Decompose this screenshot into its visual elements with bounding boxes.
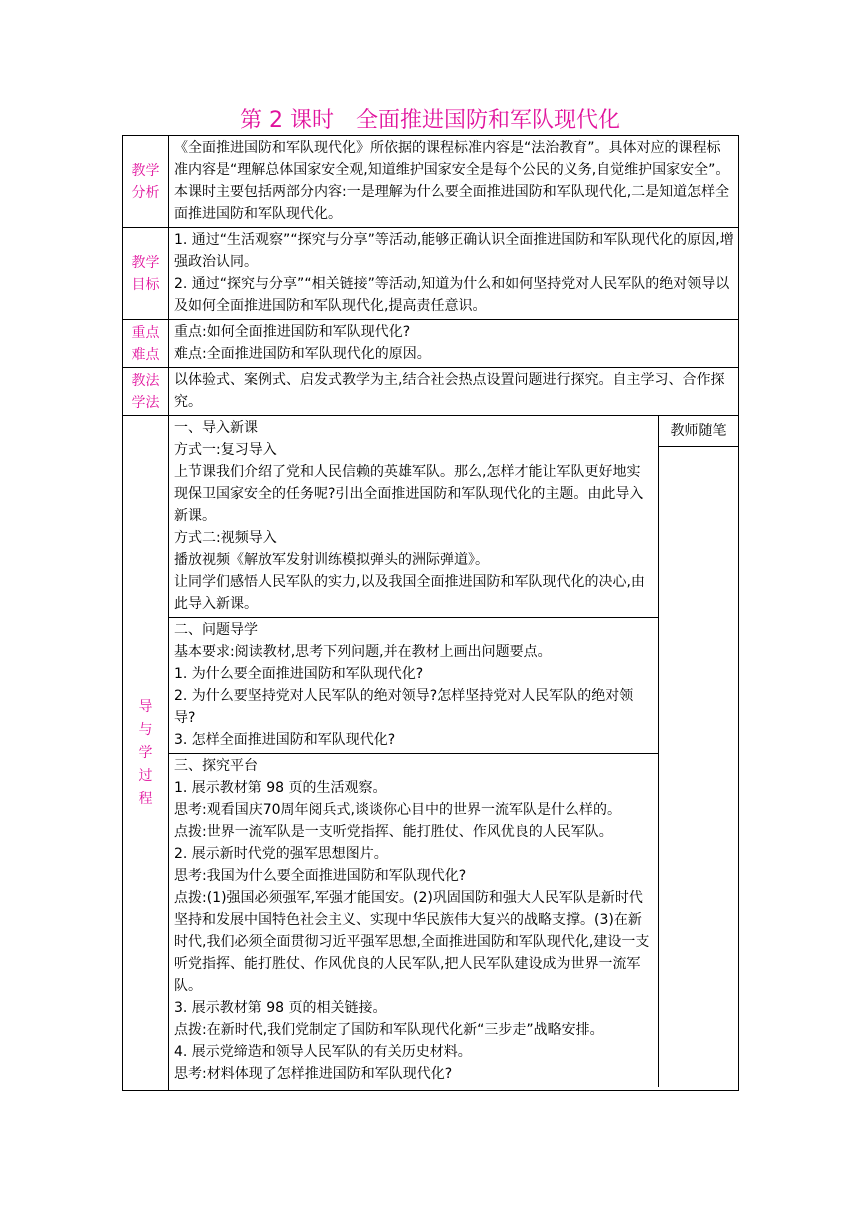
section-line: 2. 为什么要坚持党对人民军队的绝对领导?怎样坚持党对人民军队的绝对领导?: [174, 688, 634, 726]
section-line: 点拨:在新时代,我们党制定了国防和军队现代化新“三步走”战略安排。: [174, 1022, 604, 1038]
row-methods: [123, 368, 739, 416]
section-line: 3. 展示教材第 98 页的相关链接。: [174, 1000, 387, 1016]
label-char: 过: [138, 767, 153, 784]
label-line: 教学: [131, 254, 160, 271]
section-line: 播放视频《解放军发射训练模拟弹头的洲际弹道》。: [174, 552, 489, 568]
section-line: 思考:我国为什么要全面推进国防和军队现代化?: [174, 868, 467, 884]
row-objectives: [123, 228, 739, 320]
section-line: 方式一:复习导入: [174, 442, 277, 458]
difficult-point: 难点:全面推进国防和军队现代化的原因。: [174, 346, 431, 362]
section-line: 方式二:视频导入: [174, 530, 277, 546]
section-line: 基本要求:阅读教材,思考下列问题,并在教材上画出问题要点。: [174, 644, 552, 660]
teacher-notes-header: 教师随笔: [659, 416, 738, 447]
row-analysis: [123, 136, 739, 228]
section-line: 1. 为什么要全面推进国防和军队现代化?: [174, 666, 424, 682]
row-label-analysis: [123, 136, 169, 228]
analysis-text: 《全面推进国防和军队现代化》所依据的课程标准内容是“法治教育”。具体对应的课程标准内容是“理解总体国家安全观,知道维护国家安全是每个公民的义务,自觉维护国家安全”。本课时主要包括两部分内容:一是理解为什么要全面推进国防和军队现代化,二是知道怎样全面推进国防和军队现代化。: [174, 140, 730, 222]
section-heading: 一、导入新课: [174, 420, 258, 436]
section-line: 思考:观看国庆70周年阅兵式,谈谈你心目中的世界一流军队是什么样的。: [174, 802, 621, 818]
label-char: 导: [138, 698, 153, 715]
section-line: 4. 展示党缔造和领导人民军队的有关历史材料。: [174, 1044, 472, 1060]
section-line: 让同学们感悟人民军队的实力,以及我国全面推进国防和军队现代化的决心,由此导入新课。: [174, 574, 645, 612]
label-line: 教法: [131, 372, 160, 389]
row-process: [123, 416, 739, 1091]
methods-text: 以体验式、案例式、启发式教学为主,结合社会热点设置问题进行探究。自主学习、合作探究。: [174, 372, 725, 410]
row-label-objectives: [123, 228, 169, 320]
process-sections: [169, 416, 659, 1090]
label-line: 分析: [131, 184, 160, 201]
section-questions: [169, 618, 659, 754]
section-line: 点拨:(1)强国必须强军,军强才能国安。(2)巩固国防和强大人民军队是新时代坚持和发展中国特色社会主义、实现中华民族伟大复兴的战略支撑。(3)在新时代,我们必须全面贯彻习近平强军思想,全面推进国防和军队现代化,建设一支听党指挥、能打胜仗、作风优良的人民军队,把人民军队建设成为世界一流军队。: [174, 890, 650, 994]
section-line: 2. 展示新时代党的强军思想图片。: [174, 846, 388, 862]
label-char: 学: [138, 744, 153, 761]
row-label-process: [123, 416, 169, 1091]
label-char: 与: [138, 721, 153, 738]
section-heading: 三、探究平台: [174, 758, 258, 774]
label-line: 学法: [131, 394, 160, 411]
section-intro: [169, 416, 659, 618]
process-inner-table: [169, 416, 738, 1090]
teacher-notes-column: [659, 416, 738, 1090]
section-heading: 二、问题导学: [174, 622, 258, 638]
methods-content: [169, 368, 739, 416]
row-label-methods: [123, 368, 169, 416]
row-label-key-points: [123, 320, 169, 368]
key-points-content: [169, 320, 739, 368]
section-line: 上节课我们介绍了党和人民信赖的英雄军队。那么,怎样才能让军队更好地实现保卫国家安全的任务呢?引出全面推进国防和军队现代化的主题。由此导入新课。: [174, 464, 644, 524]
label-line: 重点: [131, 324, 160, 341]
section-line: 思考:材料体现了怎样推进国防和军队现代化?: [174, 1066, 453, 1082]
lesson-plan-table: [122, 135, 739, 1091]
label-line: 目标: [131, 276, 160, 293]
page-title: 第 2 课时 全面推进国防和军队现代化: [240, 108, 620, 133]
row-key-points: [123, 320, 739, 368]
process-cell: [169, 416, 739, 1091]
objective-item: 1. 通过“生活观察”“探究与分享”等活动,能够正确认识全面推进国防和军队现代化的原因,增强政治认同。: [174, 232, 734, 270]
section-line: 1. 展示教材第 98 页的生活观察。: [174, 780, 387, 796]
label-line: 难点: [131, 346, 160, 363]
section-line: 点拨:世界一流军队是一支听党指挥、能打胜仗、作风优良的人民军队。: [174, 824, 613, 840]
objectives-content: [169, 228, 739, 320]
analysis-content: [169, 136, 739, 228]
section-explore: [169, 754, 659, 1087]
key-point: 重点:如何全面推进国防和军队现代化?: [174, 324, 411, 340]
label-char: 程: [138, 790, 153, 807]
objective-item: 2. 通过“探究与分享”“相关链接”等活动,知道为什么和如何坚持党对人民军队的绝对领导以及如何全面推进国防和军队现代化,提高责任意识。: [174, 276, 730, 314]
label-line: 教学: [131, 162, 160, 179]
section-line: 3. 怎样全面推进国防和军队现代化?: [174, 732, 396, 748]
